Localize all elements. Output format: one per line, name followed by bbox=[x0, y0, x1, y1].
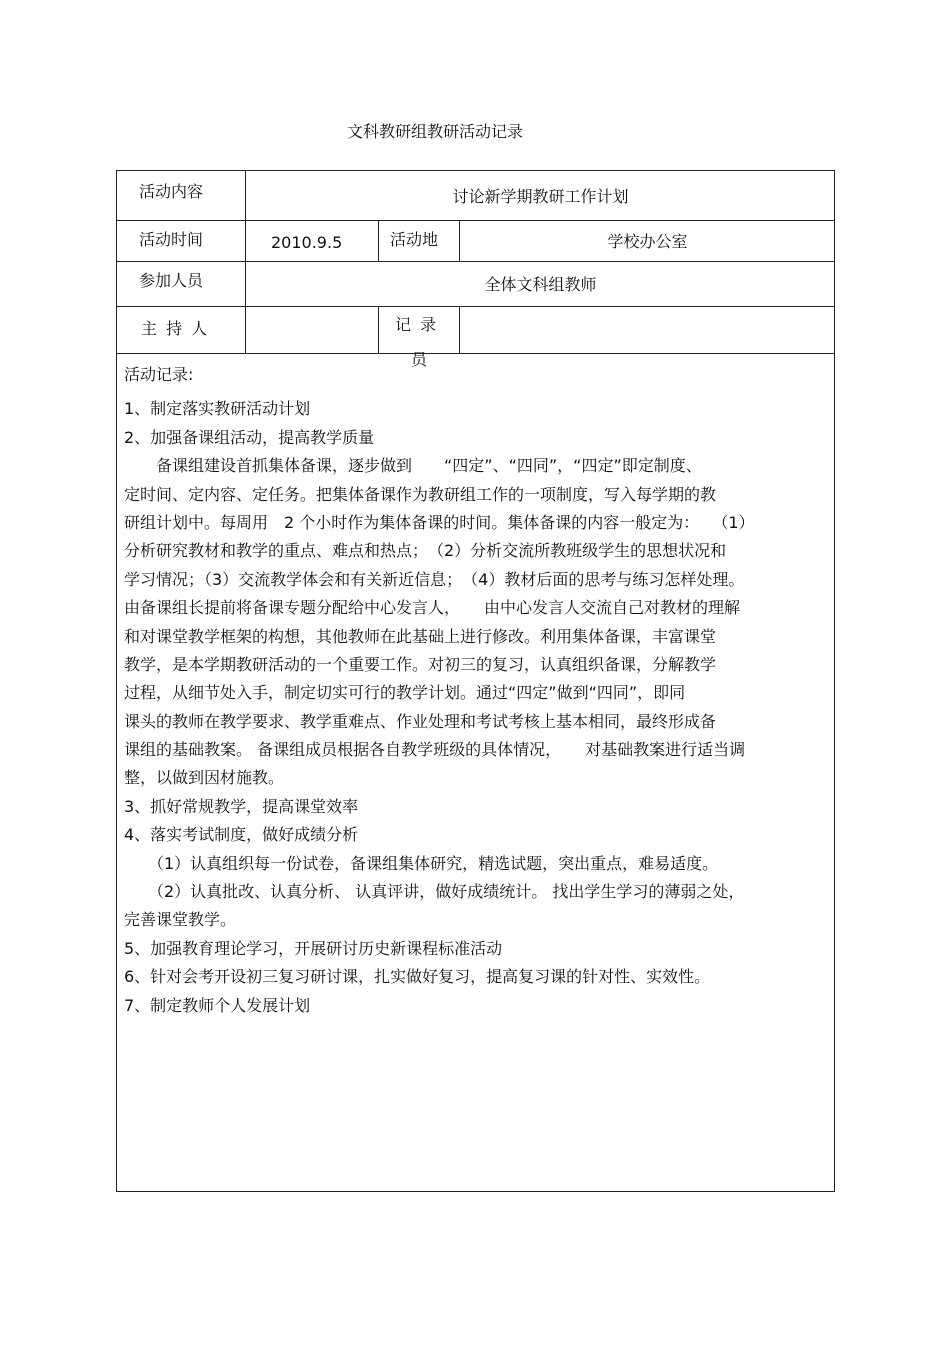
record-line: 教学，是本学期教研活动的一个重要工作。对初三的复习，认真组织备课，分解教学 bbox=[124, 654, 717, 674]
record-line: 5、加强教育理论学习，开展研讨历史新课程标准活动 bbox=[124, 938, 503, 958]
record-line: 研组计划中。每周用 2 个小时作为集体备课的时间。集体备课的内容一般定为： （1） bbox=[124, 512, 755, 532]
record-line: 由备课组长提前将备课专题分配给中心发言人， 由中心发言人交流自己对教材的理解 bbox=[124, 598, 741, 618]
activity-record-label: 活动记录: bbox=[124, 365, 194, 384]
row-divider bbox=[117, 353, 834, 354]
record-line: 7、制定教师个人发展计划 bbox=[124, 995, 311, 1015]
activity-content-label: 活动内容 bbox=[139, 182, 204, 201]
record-line: 和对课堂教学框架的构想，其他教师在此基础上进行修改。利用集体备课，丰富课堂 bbox=[124, 626, 717, 646]
record-line: 3、抓好常规教学，提高课堂效率 bbox=[124, 796, 359, 816]
record-line: 备课组建设首抓集体备课，逐步做到 “四定”、“四同”，“四定”即定制度、 bbox=[124, 456, 702, 476]
column-divider bbox=[459, 306, 460, 353]
record-line: 2、加强备课组活动，提高教学质量 bbox=[124, 427, 375, 447]
row-divider bbox=[117, 261, 834, 262]
record-line: 完善课堂教学。 bbox=[124, 910, 237, 930]
record-line: 4、落实考试制度，做好成绩分析 bbox=[124, 825, 359, 845]
recorder-label-continued: 员 bbox=[411, 350, 428, 369]
record-line: 过程，从细节处入手，制定切实可行的教学计划。通过“四定”做到“四同”，即同 bbox=[124, 683, 686, 703]
participants-label: 参加人员 bbox=[139, 271, 204, 290]
record-line: （1）认真组织每一份试卷，备课组集体研究，精选试题，突出重点，难易适度。 bbox=[124, 853, 719, 873]
row-divider bbox=[117, 306, 834, 307]
record-line: 学习情况；（3）交流教学体会和有关新近信息； （4）教材后面的思考与练习怎样处理。 bbox=[124, 569, 745, 589]
record-line: 课组的基础教案。 备课组成员根据各自教学班级的具体情况， 对基础教案进行适当调 bbox=[124, 740, 746, 760]
participants-value: 全体文科组教师 bbox=[484, 275, 597, 294]
record-line: 1、制定落实教研活动计划 bbox=[124, 399, 311, 419]
column-divider bbox=[378, 220, 379, 261]
record-line: 课头的教师在教学要求、教学重难点、作业处理和考试考核上基本相同，最终形成备 bbox=[124, 711, 717, 731]
record-line: 6、针对会考开设初三复习研讨课，扎实做好复习，提高复习课的针对性、实效性。 bbox=[124, 967, 711, 987]
record-line: （2）认真批改、认真分析、 认真评讲，做好成绩统计。 找出学生学习的薄弱之处， bbox=[124, 882, 745, 902]
document-title: 文科教研组教研活动记录 bbox=[346, 122, 523, 141]
activity-place-value: 学校办公室 bbox=[607, 232, 688, 251]
column-divider bbox=[378, 306, 379, 353]
host-label: 主 持 人 bbox=[141, 319, 210, 338]
recorder-label: 记 录 bbox=[395, 315, 439, 334]
activity-time-label: 活动时间 bbox=[139, 230, 204, 249]
activity-record-body bbox=[124, 361, 826, 1020]
record-line: 整，以做到因材施教。 bbox=[124, 768, 285, 788]
record-line: 定时间、定内容、定任务。把集体备课作为教研组工作的一项制度，写入每学期的教 bbox=[124, 484, 717, 504]
activity-time-value: 2010.9.5 bbox=[271, 233, 343, 252]
record-line: 分析研究教材和教学的重点、难点和热点； （2）分析交流所教班级学生的思想状况和 bbox=[124, 541, 727, 561]
row-divider bbox=[117, 220, 834, 221]
activity-record-table bbox=[116, 170, 835, 1192]
activity-place-label: 活动地 bbox=[390, 230, 439, 249]
activity-content-value: 讨论新学期教研工作计划 bbox=[452, 187, 629, 206]
